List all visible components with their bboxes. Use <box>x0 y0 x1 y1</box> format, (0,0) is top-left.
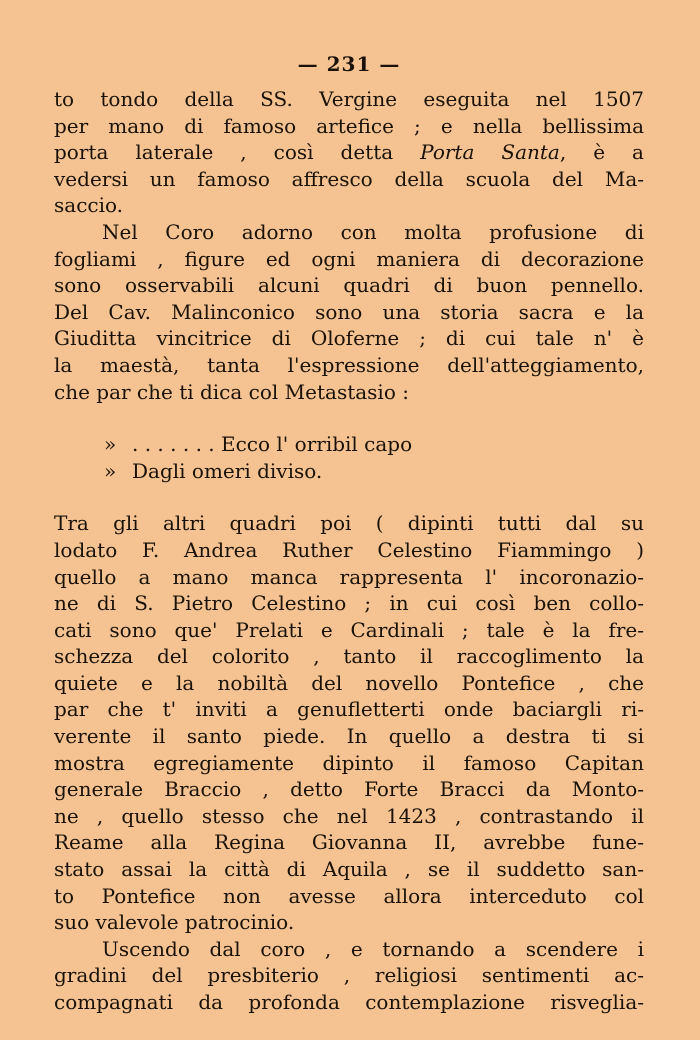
text-line: vedersi un famoso affresco della scuola del Ma- <box>54 166 644 191</box>
text-line: stato assai la città di Aquila , se il suddetto san- <box>54 857 644 882</box>
text-line: cati sono que' Prelati e Cardinali ; tale è la fre- <box>54 617 644 642</box>
text-line: mostra egregiamente dipinto il famoso Capitan <box>54 750 644 775</box>
quote-mark: » <box>104 458 117 483</box>
text-line: Nel Coro adorno con molta profusione di <box>102 219 644 244</box>
spacer <box>54 405 644 431</box>
text-line <box>54 139 644 166</box>
text-line: Del Cav. Malinconico sono una storia sacra e la <box>54 299 644 324</box>
quote-mark: » <box>104 432 117 457</box>
text-line: par che t' inviti a genufletterti onde baciargli ri- <box>54 697 644 722</box>
text-line: che par che ti dica col Metastasio : <box>54 379 409 404</box>
paragraph-3 <box>54 510 644 936</box>
text-line: schezza del colorito , tanto il raccoglimento la <box>54 644 644 669</box>
text-line: generale Braccio , detto Forte Bracci da Monto- <box>54 777 644 802</box>
paragraph-2 <box>54 219 644 405</box>
text-line: compagnati da profonda contemplazione risveglia- <box>54 990 644 1014</box>
text-line: per mano di famoso artefice ; e nella bellissima <box>54 113 644 138</box>
text-line: Tra gli altri quadri poi ( dipinti tutti dal su <box>54 511 644 536</box>
text-line: gradini del presbiterio , religiosi sentimenti ac- <box>54 963 644 988</box>
text-line: sono osservabili alcuni quadri di buon pennello. <box>54 273 644 298</box>
quote-line <box>104 431 644 458</box>
text-line: la maestà, tanta l'espressione dell'atteggiamento, <box>54 352 644 377</box>
page-number: — 231 — <box>297 52 401 76</box>
page-body <box>54 86 644 1016</box>
quote-line <box>104 458 644 485</box>
text-line: saccio. <box>54 193 124 218</box>
text-fragment: , è a <box>559 140 644 165</box>
spacer <box>54 484 644 510</box>
text-line: to tondo della SS. Vergine eseguita nel 1507 <box>54 87 644 111</box>
text-line: Reame alla Regina Giovanna II, avrebbe fune- <box>54 830 644 855</box>
text-line: lodato F. Andrea Ruther Celestino Fiammingo ) <box>54 537 644 562</box>
paragraph-1 <box>54 86 644 219</box>
text-fragment: porta laterale , così detta <box>54 140 421 165</box>
text-line: quello a mano manca rappresenta l' incoronazio- <box>54 564 644 589</box>
text-line: fogliami , figure ed ogni maniera di decorazione <box>54 246 644 271</box>
italic-title: Porta Santa <box>420 140 560 165</box>
metastasio-quote <box>54 431 644 484</box>
text-line: Giuditta vincitrice di Oloferne ; di cui tale n' è <box>54 326 644 351</box>
text-line: quiete e la nobiltà del novello Pontefice , che <box>54 670 644 695</box>
text-line: suo valevole patrocinio. <box>54 910 295 935</box>
text-line: Uscendo dal coro , e tornando a scendere i <box>102 936 644 961</box>
text-line: to Pontefice non avesse allora interceduto col <box>54 883 644 908</box>
text-line: ne , quello stesso che nel 1423 , contrastando il <box>54 803 644 828</box>
text-line: ne di S. Pietro Celestino ; in cui così ben collo- <box>54 591 644 616</box>
quote-text: . . . . . . . Ecco l' orribil capo <box>132 432 413 457</box>
book-page <box>54 0 644 1040</box>
text-line: verente il santo piede. In quello a destra ti si <box>54 724 644 749</box>
paragraph-4 <box>54 936 644 1016</box>
quote-text: Dagli omeri diviso. <box>132 458 323 483</box>
